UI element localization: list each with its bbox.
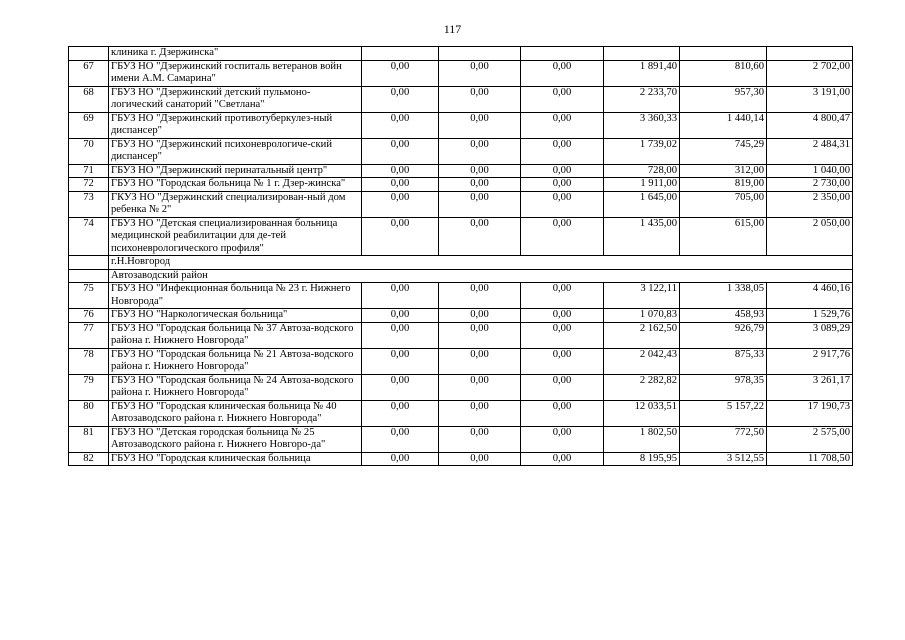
value-cell: 0,00 [521,283,604,309]
institution-name-cell: ГБУЗ НО "Дзержинский детский пульмоно-логический санаторий "Светлана" [109,86,362,112]
row-number-cell: 74 [69,217,109,256]
table-row [69,283,853,309]
table-row [69,309,853,323]
table-row [69,217,853,256]
value-cell: 0,00 [521,309,604,323]
total-value-cell: 11 708,50 [767,452,853,466]
value-cell: 0,00 [439,138,521,164]
institution-name-cell: ГБУЗ НО "Городская больница № 37 Автоза-водского района г. Нижнего Новгорода" [109,322,362,348]
institution-name-cell: ГБУЗ НО "Наркологическая больница" [109,309,362,323]
value-cell: 0,00 [521,178,604,192]
value-cell: 978,35 [680,374,767,400]
value-cell [604,47,680,61]
value-cell: 0,00 [521,60,604,86]
value-cell: 0,00 [439,60,521,86]
value-cell: 819,00 [680,178,767,192]
row-number-cell: 78 [69,348,109,374]
institution-name-cell: ГБУЗ НО "Дзержинский госпиталь ветеранов войн имени А.М. Самарина" [109,60,362,86]
row-number-cell: 77 [69,322,109,348]
institution-name-cell: ГБУЗ НО "Детская специализированная больница медицинской реабилитации для де-тей психоневрологического профиля" [109,217,362,256]
value-cell: 0,00 [439,374,521,400]
value-cell: 0,00 [521,191,604,217]
value-cell: 0,00 [521,348,604,374]
value-cell: 0,00 [362,322,439,348]
value-cell: 745,29 [680,138,767,164]
row-number-cell: 79 [69,374,109,400]
value-cell: 0,00 [362,426,439,452]
value-cell: 810,60 [680,60,767,86]
row-number-cell: 71 [69,164,109,178]
value-cell [680,47,767,61]
table-row [69,322,853,348]
value-cell: 0,00 [521,374,604,400]
table-row [69,112,853,138]
value-cell: 0,00 [521,426,604,452]
value-cell: 0,00 [521,86,604,112]
value-cell: 3 360,33 [604,112,680,138]
row-number-cell: 69 [69,112,109,138]
page-number: 117 [443,22,462,36]
row-number-cell: 73 [69,191,109,217]
value-cell [362,47,439,61]
total-value-cell: 2 350,00 [767,191,853,217]
total-value-cell: 2 917,76 [767,348,853,374]
value-cell: 926,79 [680,322,767,348]
total-value-cell: 3 089,29 [767,322,853,348]
total-value-cell: 2 050,00 [767,217,853,256]
value-cell: 2 233,70 [604,86,680,112]
value-cell: 0,00 [362,400,439,426]
institution-name-cell: ГБУЗ НО "Городская больница № 1 г. Дзер-жинска" [109,178,362,192]
value-cell: 772,50 [680,426,767,452]
value-cell: 312,00 [680,164,767,178]
value-cell: 2 282,82 [604,374,680,400]
institution-name-cell: ГКУЗ НО "Дзержинский специализирован-ный дом ребенка № 2" [109,191,362,217]
row-number-cell: 80 [69,400,109,426]
value-cell: 0,00 [362,86,439,112]
value-cell: 0,00 [362,164,439,178]
total-value-cell: 2 484,31 [767,138,853,164]
institution-name-cell: ГБУЗ НО "Городская больница № 24 Автоза-водского района г. Нижнего Новгорода" [109,374,362,400]
row-number-cell [69,256,109,270]
row-number-cell [69,47,109,61]
institution-name-cell: ГБУЗ НО "Городская клиническая больница № 40 Автозаводского района г. Нижнего Новгорода" [109,400,362,426]
value-cell: 0,00 [439,348,521,374]
value-cell: 728,00 [604,164,680,178]
total-value-cell: 1 529,76 [767,309,853,323]
value-cell: 0,00 [521,112,604,138]
section-header-row [69,269,853,283]
value-cell: 0,00 [439,164,521,178]
value-cell: 0,00 [521,164,604,178]
table-row [69,178,853,192]
value-cell [521,47,604,61]
value-cell: 1 435,00 [604,217,680,256]
value-cell: 0,00 [362,138,439,164]
value-cell: 3 512,55 [680,452,767,466]
value-cell: 1 911,00 [604,178,680,192]
value-cell: 0,00 [439,217,521,256]
value-cell: 0,00 [362,60,439,86]
value-cell: 0,00 [439,322,521,348]
value-cell: 0,00 [521,322,604,348]
value-cell: 1 802,50 [604,426,680,452]
table-row [69,138,853,164]
value-cell: 0,00 [521,452,604,466]
institution-name-cell: ГБУЗ НО "Дзержинский противотуберкулез-ный диспансер" [109,112,362,138]
row-number-cell: 76 [69,309,109,323]
total-value-cell: 4 460,16 [767,283,853,309]
value-cell: 1 070,83 [604,309,680,323]
value-cell: 0,00 [362,309,439,323]
institution-name-cell: клиника г. Дзержинска" [109,47,362,61]
value-cell [767,47,853,61]
table-row [69,164,853,178]
section-header-row [69,256,853,270]
continuation-row [69,47,853,61]
value-cell: 0,00 [362,283,439,309]
value-cell: 705,00 [680,191,767,217]
total-value-cell: 2 702,00 [767,60,853,86]
value-cell: 0,00 [439,178,521,192]
value-cell: 0,00 [521,138,604,164]
value-cell: 0,00 [521,400,604,426]
total-value-cell: 3 261,17 [767,374,853,400]
institution-name-cell: ГБУЗ НО "Дзержинский психоневрологиче-ский диспансер" [109,138,362,164]
row-number-cell: 81 [69,426,109,452]
institution-name-cell: ГБУЗ НО "Городская клиническая больница [109,452,362,466]
value-cell: 2 162,50 [604,322,680,348]
total-value-cell: 4 800,47 [767,112,853,138]
value-cell: 1 440,14 [680,112,767,138]
value-cell: 8 195,95 [604,452,680,466]
value-cell [439,47,521,61]
value-cell: 957,30 [680,86,767,112]
value-cell: 0,00 [362,178,439,192]
value-cell: 1 645,00 [604,191,680,217]
budget-table [68,46,853,466]
value-cell: 5 157,22 [680,400,767,426]
value-cell: 0,00 [439,86,521,112]
value-cell: 0,00 [439,309,521,323]
value-cell: 0,00 [362,348,439,374]
row-number-cell: 72 [69,178,109,192]
value-cell: 3 122,11 [604,283,680,309]
value-cell: 615,00 [680,217,767,256]
value-cell: 875,33 [680,348,767,374]
value-cell: 0,00 [439,283,521,309]
value-cell: 0,00 [362,452,439,466]
table-row [69,86,853,112]
value-cell: 0,00 [439,191,521,217]
value-cell: 0,00 [362,374,439,400]
value-cell: 1 891,40 [604,60,680,86]
institution-name-cell: ГБУЗ НО "Дзержинский перинатальный центр" [109,164,362,178]
table-row [69,374,853,400]
institution-name-cell: ГБУЗ НО "Городская больница № 21 Автоза-водского района г. Нижнего Новгорода" [109,348,362,374]
value-cell: 0,00 [439,400,521,426]
section-title: г.Н.Новгород [109,256,853,270]
total-value-cell: 2 575,00 [767,426,853,452]
row-number-cell: 82 [69,452,109,466]
value-cell: 458,93 [680,309,767,323]
value-cell: 0,00 [362,191,439,217]
value-cell: 0,00 [439,426,521,452]
table-row [69,452,853,466]
row-number-cell: 67 [69,60,109,86]
value-cell: 1 338,05 [680,283,767,309]
total-value-cell: 2 730,00 [767,178,853,192]
value-cell: 1 739,02 [604,138,680,164]
table-row [69,348,853,374]
row-number-cell: 68 [69,86,109,112]
total-value-cell: 17 190,73 [767,400,853,426]
row-number-cell: 70 [69,138,109,164]
value-cell: 0,00 [439,452,521,466]
institution-name-cell: ГБУЗ НО "Инфекционная больница № 23 г. Нижнего Новгорода" [109,283,362,309]
table-row [69,426,853,452]
table-row [69,60,853,86]
institution-name-cell: ГБУЗ НО "Детская городская больница № 25 Автозаводского района г. Нижнего Новгоро-да" [109,426,362,452]
total-value-cell: 1 040,00 [767,164,853,178]
total-value-cell: 3 191,00 [767,86,853,112]
table-row [69,191,853,217]
value-cell: 0,00 [362,217,439,256]
value-cell: 2 042,43 [604,348,680,374]
value-cell: 0,00 [439,112,521,138]
section-title: Автозаводский район [109,269,853,283]
row-number-cell: 75 [69,283,109,309]
value-cell: 0,00 [521,217,604,256]
value-cell: 0,00 [362,112,439,138]
row-number-cell [69,269,109,283]
table-row [69,400,853,426]
value-cell: 12 033,51 [604,400,680,426]
